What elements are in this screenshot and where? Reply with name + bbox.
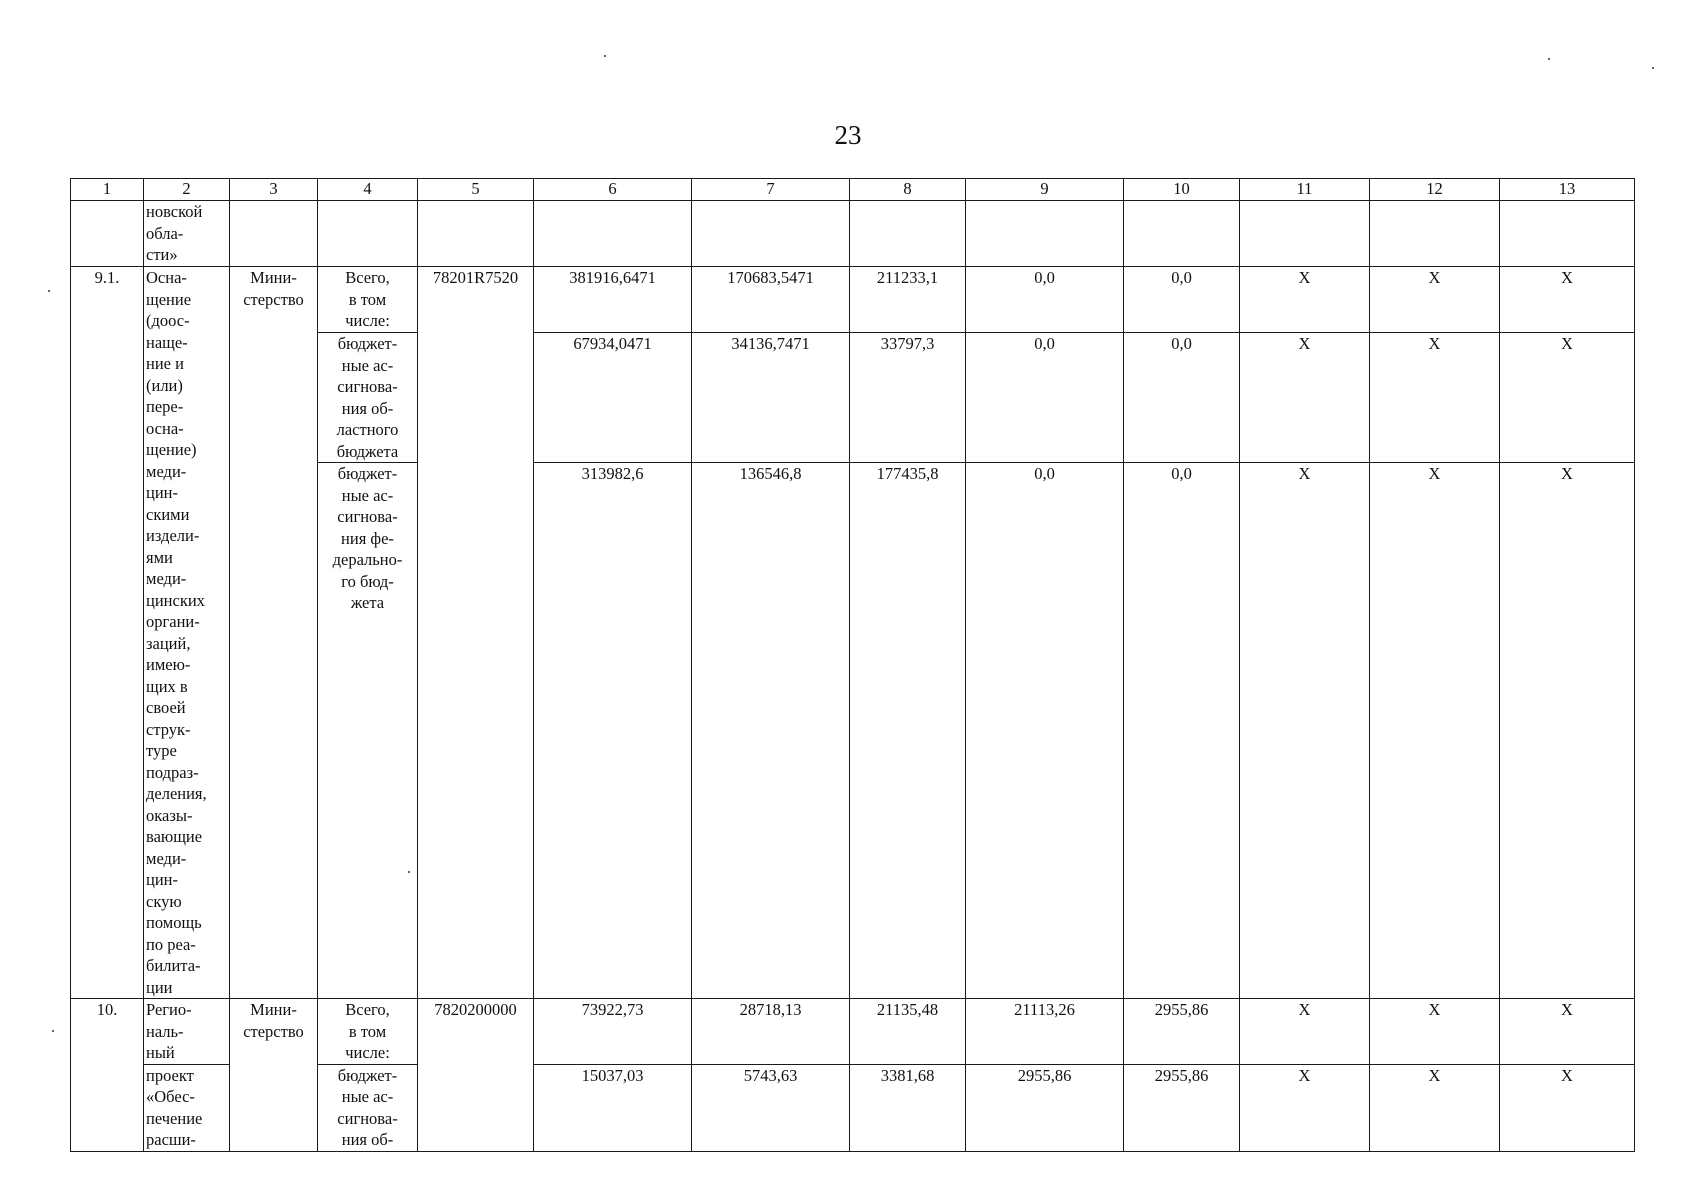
column-number: 12 (1370, 179, 1500, 201)
value-cell: Х (1500, 463, 1635, 999)
value-cell: Х (1500, 267, 1635, 333)
value-cell: 177435,8 (850, 463, 966, 999)
value-cell: 3381,68 (850, 1064, 966, 1151)
scan-speck (408, 871, 410, 873)
value-cell: Х (1500, 333, 1635, 463)
funding-source: Всего, в том числе: (318, 999, 418, 1065)
scan-speck (604, 55, 606, 57)
value-cell: Х (1240, 333, 1370, 463)
value-cell: 170683,5471 (692, 267, 850, 333)
value-cell: Х (1370, 463, 1500, 999)
column-number: 1 (71, 179, 144, 201)
budget-code: 78201R7520 (418, 267, 534, 999)
funding-source: бюджет- ные ас- сигнова- ния фе- дерально- го бюд- жета (318, 463, 418, 999)
value-cell: Х (1500, 999, 1635, 1065)
value-cell: 0,0 (966, 333, 1124, 463)
column-number: 13 (1500, 179, 1635, 201)
column-number: 9 (966, 179, 1124, 201)
executor: Мини- стерство (230, 267, 318, 999)
value-cell: 5743,63 (692, 1064, 850, 1151)
scan-speck (1652, 67, 1654, 69)
item-name-continued: новской обла- сти» (144, 201, 230, 267)
funding-source: бюджет- ные ас- сигнова- ния об- ластного бюджета (318, 333, 418, 463)
value-cell: 33797,3 (850, 333, 966, 463)
table-row (71, 999, 1635, 1065)
value-cell: 211233,1 (850, 267, 966, 333)
value-cell: 313982,6 (534, 463, 692, 999)
value-cell: 0,0 (966, 267, 1124, 333)
value-cell: Х (1370, 1064, 1500, 1151)
value-cell: Х (1240, 999, 1370, 1065)
value-cell: Х (1500, 1064, 1635, 1151)
item-name: Осна- щение (доос- наще- ние и (или) пере- осна- щение) меди- цин- скими издели- ями меди- цинских органи- заций, имею- щих в своей струк- туре подраз- деления, оказы- вающие меди- цин- скую помощь по реа- билита- ции (144, 267, 230, 999)
value-cell: 28718,13 (692, 999, 850, 1065)
value-cell: 0,0 (1124, 463, 1240, 999)
table-row (71, 267, 1635, 333)
value-cell: Х (1370, 999, 1500, 1065)
value-cell: 15037,03 (534, 1064, 692, 1151)
value-cell: 2955,86 (1124, 999, 1240, 1065)
table-row-continuation (71, 201, 1635, 267)
scan-speck (48, 290, 50, 292)
value-cell: 21135,48 (850, 999, 966, 1065)
scan-speck (52, 1030, 54, 1032)
value-cell: 0,0 (1124, 333, 1240, 463)
column-number: 6 (534, 179, 692, 201)
value-cell: 136546,8 (692, 463, 850, 999)
value-cell: Х (1240, 463, 1370, 999)
executor: Мини- стерство (230, 999, 318, 1152)
funding-source: Всего, в том числе: (318, 267, 418, 333)
value-cell: Х (1240, 267, 1370, 333)
value-cell: 73922,73 (534, 999, 692, 1065)
value-cell: Х (1370, 333, 1500, 463)
item-number: 9.1. (71, 267, 144, 999)
column-number: 4 (318, 179, 418, 201)
funding-source: бюджет- ные ас- сигнова- ния об- (318, 1064, 418, 1151)
item-name: Регио- наль- ный (144, 999, 230, 1065)
column-number: 11 (1240, 179, 1370, 201)
value-cell: 21113,26 (966, 999, 1124, 1065)
column-number-row (71, 179, 1635, 201)
budget-code: 7820200000 (418, 999, 534, 1152)
item-name-continued: проект «Обес- печение расши- (144, 1064, 230, 1151)
page-number: 23 (834, 120, 862, 150)
value-cell: 2955,86 (966, 1064, 1124, 1151)
budget-table (70, 178, 1635, 1152)
value-cell: 2955,86 (1124, 1064, 1240, 1151)
value-cell: 381916,6471 (534, 267, 692, 333)
column-number: 2 (144, 179, 230, 201)
column-number: 7 (692, 179, 850, 201)
item-number: 10. (71, 999, 144, 1152)
value-cell: 34136,7471 (692, 333, 850, 463)
value-cell: Х (1370, 267, 1500, 333)
value-cell: 0,0 (966, 463, 1124, 999)
column-number: 5 (418, 179, 534, 201)
value-cell: 0,0 (1124, 267, 1240, 333)
column-number: 3 (230, 179, 318, 201)
scan-speck (1548, 58, 1550, 60)
value-cell: 67934,0471 (534, 333, 692, 463)
value-cell: Х (1240, 1064, 1370, 1151)
column-number: 8 (850, 179, 966, 201)
column-number: 10 (1124, 179, 1240, 201)
